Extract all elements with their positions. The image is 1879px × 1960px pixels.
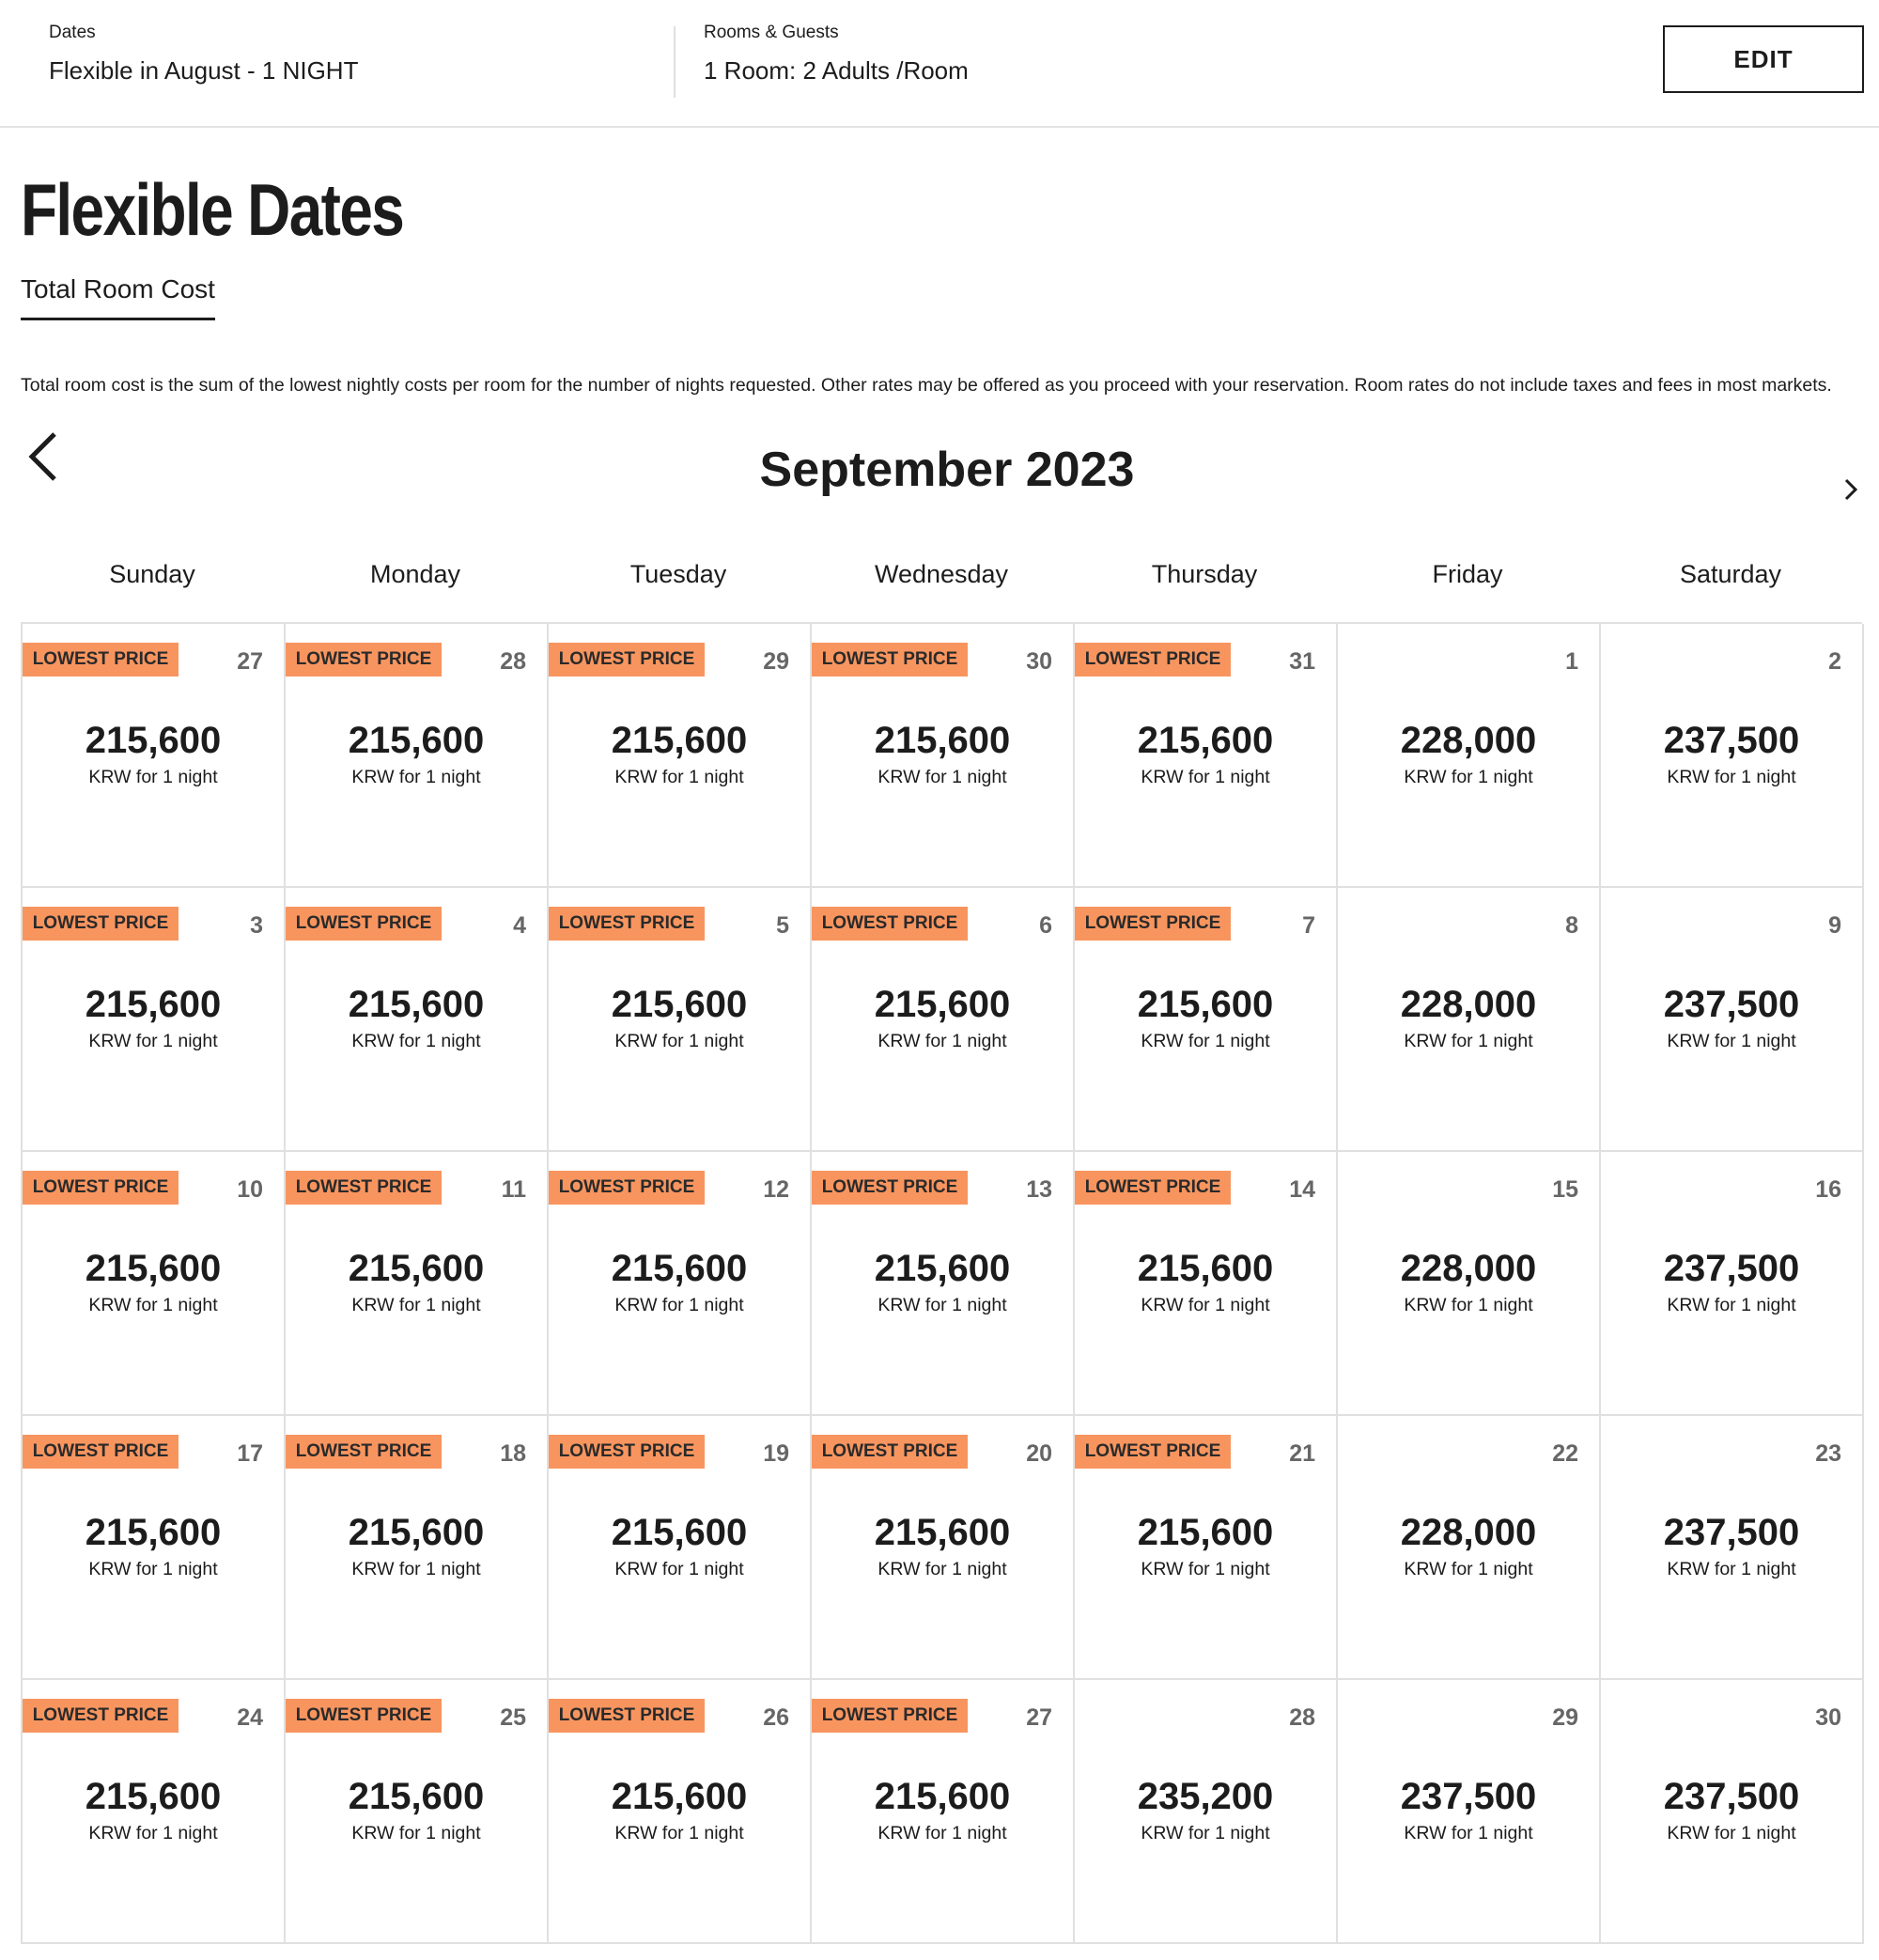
rooms-guests-field[interactable] (704, 23, 969, 86)
room-price: 215,600 (1137, 1248, 1274, 1289)
lowest-price-badge: LOWEST PRICE (286, 1699, 442, 1733)
price-unit: KRW for 1 night (351, 767, 481, 787)
price-unit: KRW for 1 night (351, 1031, 481, 1051)
calendar-day-cell[interactable] (286, 624, 549, 888)
tab-total-room-cost[interactable]: Total Room Cost (21, 274, 215, 320)
calendar-day-cell[interactable] (1601, 1680, 1864, 1944)
room-price: 237,500 (1400, 1776, 1537, 1817)
room-price: 235,200 (1137, 1776, 1274, 1817)
month-title: September 2023 (759, 443, 1135, 497)
price-unit: KRW for 1 night (88, 1295, 218, 1315)
weekday-label: Tuesday (629, 560, 727, 588)
room-price: 215,600 (85, 1512, 222, 1553)
room-price: 215,600 (874, 1776, 1011, 1817)
room-price: 215,600 (348, 720, 485, 761)
day-number: 28 (1289, 1704, 1315, 1731)
day-number: 8 (1565, 912, 1578, 939)
day-number: 1 (1565, 648, 1578, 675)
calendar-day-cell[interactable] (286, 1680, 549, 1944)
day-number: 29 (763, 648, 789, 675)
calendar-day-cell[interactable] (549, 888, 812, 1152)
rate-disclaimer: Total room cost is the sum of the lowest nightly costs per room for the number of nights requested. Other rates may be offered as you proceed with your reservation. Room rates do not include taxes and fees in most markets. (21, 375, 1832, 396)
rooms-guests-value: 1 Room: 2 Adults /Room (704, 56, 969, 85)
room-price: 215,600 (348, 1512, 485, 1553)
price-unit: KRW for 1 night (877, 1559, 1007, 1579)
calendar-day-cell[interactable] (1338, 1152, 1601, 1416)
price-unit: KRW for 1 night (1141, 1823, 1270, 1843)
lowest-price-badge: LOWEST PRICE (812, 907, 968, 941)
weekday-label: Thursday (1151, 560, 1258, 588)
lowest-price-badge: LOWEST PRICE (549, 1435, 705, 1469)
calendar-day-cell[interactable] (1601, 888, 1864, 1152)
calendar-day-cell[interactable] (286, 888, 549, 1152)
price-unit: KRW for 1 night (1404, 1559, 1533, 1579)
calendar-day-cell[interactable] (1075, 888, 1338, 1152)
price-unit: KRW for 1 night (614, 1295, 744, 1315)
day-number: 23 (1815, 1440, 1841, 1467)
price-unit: KRW for 1 night (614, 1823, 744, 1843)
day-number: 7 (1302, 912, 1315, 939)
day-number: 10 (237, 1176, 263, 1203)
room-price: 215,600 (85, 1776, 222, 1817)
room-price: 237,500 (1663, 720, 1800, 761)
calendar-day-cell[interactable] (812, 1416, 1075, 1680)
price-unit: KRW for 1 night (1667, 767, 1796, 787)
day-number: 28 (500, 648, 526, 675)
price-unit: KRW for 1 night (877, 1295, 1007, 1315)
room-price: 215,600 (85, 984, 222, 1025)
calendar-day-cell[interactable] (1338, 1416, 1601, 1680)
price-unit: KRW for 1 night (614, 1559, 744, 1579)
lowest-price-badge: LOWEST PRICE (286, 1171, 442, 1205)
day-number: 18 (500, 1440, 526, 1467)
dates-value: Flexible in August - 1 NIGHT (49, 56, 359, 85)
calendar-day-cell[interactable] (1338, 1680, 1601, 1944)
calendar-day-cell[interactable] (23, 1680, 286, 1944)
calendar-day-cell[interactable] (812, 888, 1075, 1152)
price-unit: KRW for 1 night (1141, 1295, 1270, 1315)
day-number: 5 (776, 912, 789, 939)
room-price: 215,600 (874, 984, 1011, 1025)
room-price: 215,600 (1137, 1512, 1274, 1553)
room-price: 228,000 (1400, 1248, 1537, 1289)
room-price: 215,600 (611, 984, 748, 1025)
room-price: 215,600 (611, 1512, 748, 1553)
room-price: 215,600 (1137, 984, 1274, 1025)
price-unit: KRW for 1 night (1667, 1823, 1796, 1843)
calendar-day-cell[interactable] (812, 624, 1075, 888)
room-price: 215,600 (874, 1512, 1011, 1553)
price-unit: KRW for 1 night (1404, 1823, 1533, 1843)
room-price: 215,600 (874, 720, 1011, 761)
day-number: 24 (237, 1704, 263, 1731)
weekday-header (21, 560, 1862, 589)
room-price: 215,600 (611, 1248, 748, 1289)
calendar-day-cell[interactable] (1075, 624, 1338, 888)
day-number: 15 (1552, 1176, 1578, 1203)
day-number: 22 (1552, 1440, 1578, 1467)
price-unit: KRW for 1 night (88, 1823, 218, 1843)
calendar-day-cell[interactable] (1601, 1152, 1864, 1416)
room-price: 228,000 (1400, 720, 1537, 761)
lowest-price-badge: LOWEST PRICE (549, 1171, 705, 1205)
room-price: 215,600 (611, 1776, 748, 1817)
calendar-day-cell[interactable] (23, 624, 286, 888)
calendar-day-cell[interactable] (1075, 1152, 1338, 1416)
lowest-price-badge: LOWEST PRICE (812, 1435, 968, 1469)
calendar-day-cell[interactable] (549, 1152, 812, 1416)
lowest-price-badge: LOWEST PRICE (23, 1435, 179, 1469)
day-number: 9 (1828, 912, 1841, 939)
day-number: 2 (1828, 648, 1841, 675)
price-unit: KRW for 1 night (1141, 767, 1270, 787)
room-price: 215,600 (874, 1248, 1011, 1289)
lowest-price-badge: LOWEST PRICE (812, 1171, 968, 1205)
lowest-price-badge: LOWEST PRICE (549, 1699, 705, 1733)
price-unit: KRW for 1 night (1667, 1295, 1796, 1315)
lowest-price-badge: LOWEST PRICE (286, 1435, 442, 1469)
lowest-price-badge: LOWEST PRICE (812, 643, 968, 677)
day-number: 30 (1815, 1704, 1841, 1731)
day-number: 19 (763, 1440, 789, 1467)
price-unit: KRW for 1 night (614, 767, 744, 787)
room-price: 228,000 (1400, 1512, 1537, 1553)
room-price: 228,000 (1400, 984, 1537, 1025)
chevron-right-icon (1840, 475, 1862, 504)
weekday-label: Saturday (1679, 560, 1782, 588)
price-unit: KRW for 1 night (877, 767, 1007, 787)
price-unit: KRW for 1 night (351, 1295, 481, 1315)
calendar-day-cell[interactable] (1601, 1416, 1864, 1680)
day-number: 11 (501, 1176, 526, 1203)
lowest-price-badge: LOWEST PRICE (812, 1699, 968, 1733)
price-unit: KRW for 1 night (351, 1823, 481, 1843)
room-price: 237,500 (1663, 984, 1800, 1025)
calendar-day-cell[interactable] (286, 1152, 549, 1416)
lowest-price-badge: LOWEST PRICE (286, 643, 442, 677)
weekday-label: Sunday (109, 560, 195, 588)
price-unit: KRW for 1 night (88, 1031, 218, 1051)
calendar-day-cell[interactable] (1338, 888, 1601, 1152)
day-number: 12 (763, 1176, 789, 1203)
lowest-price-badge: LOWEST PRICE (23, 1171, 179, 1205)
day-number: 27 (237, 648, 263, 675)
price-unit: KRW for 1 night (877, 1823, 1007, 1843)
next-month-button[interactable] (1840, 475, 1862, 504)
room-price: 215,600 (85, 1248, 222, 1289)
day-number: 21 (1289, 1440, 1315, 1467)
day-number: 16 (1815, 1176, 1841, 1203)
room-price: 215,600 (348, 1776, 485, 1817)
room-price: 215,600 (611, 720, 748, 761)
lowest-price-badge: LOWEST PRICE (549, 643, 705, 677)
lowest-price-badge: LOWEST PRICE (23, 907, 179, 941)
weekday-label: Friday (1432, 560, 1503, 588)
calendar-day-cell[interactable] (549, 1416, 812, 1680)
day-number: 27 (1026, 1704, 1052, 1731)
room-price: 215,600 (348, 984, 485, 1025)
calendar-day-cell[interactable] (23, 1416, 286, 1680)
day-number: 20 (1026, 1440, 1052, 1467)
calendar-day-cell[interactable] (812, 1152, 1075, 1416)
room-price: 237,500 (1663, 1248, 1800, 1289)
lowest-price-badge: LOWEST PRICE (23, 643, 179, 677)
calendar-day-cell[interactable] (812, 1680, 1075, 1944)
day-number: 4 (513, 912, 526, 939)
lowest-price-badge: LOWEST PRICE (286, 907, 442, 941)
room-price: 215,600 (85, 720, 222, 761)
edit-button[interactable]: EDIT (1663, 25, 1864, 93)
dates-label: Dates (49, 23, 96, 42)
calendar-day-cell[interactable] (1338, 624, 1601, 888)
calendar-grid (21, 622, 1862, 1944)
price-unit: KRW for 1 night (1404, 1295, 1533, 1315)
page-title: Flexible Dates (21, 168, 404, 251)
weekday-label: Monday (369, 560, 461, 588)
price-unit: KRW for 1 night (1141, 1031, 1270, 1051)
calendar-day-cell[interactable] (1075, 1416, 1338, 1680)
lowest-price-badge: LOWEST PRICE (1075, 643, 1231, 677)
room-price: 215,600 (1137, 720, 1274, 761)
field-divider (674, 26, 676, 98)
weekday-label: Wednesday (874, 560, 1009, 588)
day-number: 29 (1552, 1704, 1578, 1731)
dates-field[interactable] (49, 23, 358, 86)
price-unit: KRW for 1 night (614, 1031, 744, 1051)
lowest-price-badge: LOWEST PRICE (549, 907, 705, 941)
price-unit: KRW for 1 night (88, 767, 218, 787)
day-number: 13 (1026, 1176, 1052, 1203)
day-number: 25 (500, 1704, 526, 1731)
day-number: 31 (1289, 648, 1315, 675)
calendar-day-cell[interactable] (286, 1416, 549, 1680)
calendar-day-cell[interactable] (1075, 1680, 1338, 1944)
price-unit: KRW for 1 night (1404, 767, 1533, 787)
day-number: 26 (763, 1704, 789, 1731)
price-unit: KRW for 1 night (88, 1559, 218, 1579)
room-price: 237,500 (1663, 1512, 1800, 1553)
day-number: 3 (250, 912, 263, 939)
lowest-price-badge: LOWEST PRICE (1075, 1435, 1231, 1469)
lowest-price-badge: LOWEST PRICE (1075, 907, 1231, 941)
calendar-day-cell[interactable] (549, 1680, 812, 1944)
day-number: 14 (1289, 1176, 1315, 1203)
calendar-day-cell[interactable] (23, 1152, 286, 1416)
day-number: 6 (1039, 912, 1052, 939)
price-unit: KRW for 1 night (1667, 1559, 1796, 1579)
room-price: 237,500 (1663, 1776, 1800, 1817)
search-summary-bar (0, 0, 1879, 128)
day-number: 17 (237, 1440, 263, 1467)
lowest-price-badge: LOWEST PRICE (23, 1699, 179, 1733)
price-unit: KRW for 1 night (1141, 1559, 1270, 1579)
calendar-day-cell[interactable] (1601, 624, 1864, 888)
day-number: 30 (1026, 648, 1052, 675)
room-price: 215,600 (348, 1248, 485, 1289)
lowest-price-badge: LOWEST PRICE (1075, 1171, 1231, 1205)
price-unit: KRW for 1 night (1667, 1031, 1796, 1051)
price-unit: KRW for 1 night (1404, 1031, 1533, 1051)
calendar-day-cell[interactable] (549, 624, 812, 888)
rooms-guests-label: Rooms & Guests (704, 23, 839, 42)
calendar-day-cell[interactable] (23, 888, 286, 1152)
price-unit: KRW for 1 night (351, 1559, 481, 1579)
price-unit: KRW for 1 night (877, 1031, 1007, 1051)
